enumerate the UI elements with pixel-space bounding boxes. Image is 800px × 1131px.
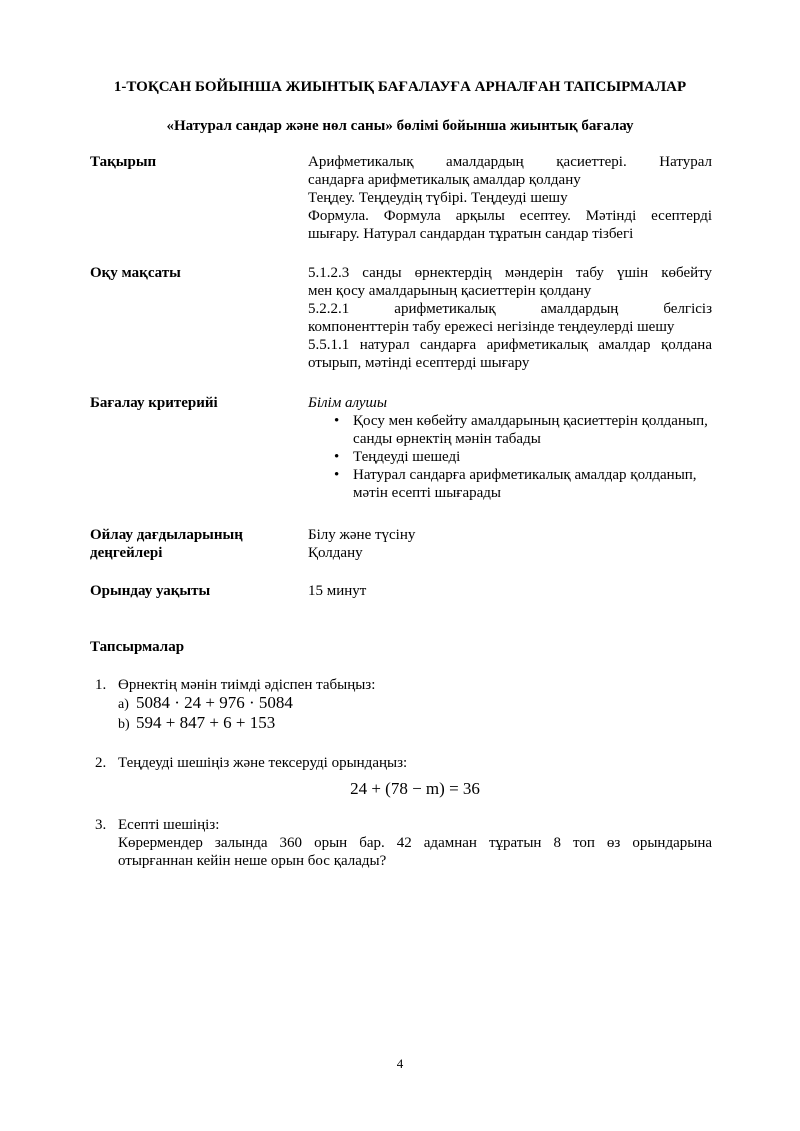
document-subtitle: «Натурал сандар және нөл саны» бөлімі бойынша жиынтық бағалау [166, 118, 634, 134]
criteria-item: • Қосу мен көбейту амалдарының қасиеттерін қолданып, санды өрнектің мәнін табады [308, 412, 712, 448]
time-value: 15 минут [308, 583, 367, 599]
criteria-list [308, 412, 712, 502]
subitem-expression: 5084 · 24 + 976 · 5084 [136, 693, 293, 712]
skill-line: Қолдану [308, 545, 363, 561]
criteria-item: • Натурал сандарға арифметикалық амалдар қолданып, мәтін есепті шығарады [308, 466, 712, 502]
task-problem-line: Көрермендер залында 360 орын бар. 42 адамнан тұратын 8 топ өз орындарына [118, 835, 712, 851]
criteria-label: Бағалау критерийі [90, 395, 218, 411]
task-text: Есепті шешіңіз: [118, 817, 220, 833]
time-label: Орындау уақыты [90, 583, 211, 599]
topic-label: Тақырып [90, 154, 157, 170]
task-subitem [118, 694, 712, 714]
topic-line: Формула. Формула арқылы есептеу. Мәтінді есептерді [308, 208, 712, 224]
topic-value [308, 153, 712, 243]
goal-line: 5.1.2.3 санды өрнектердің мәндерін табу үшін көбейту [308, 265, 712, 281]
task-body [118, 676, 712, 734]
criteria-item: • Теңдеуді шешеді [308, 448, 712, 466]
goals-value [308, 264, 712, 372]
task-number: 3. [95, 817, 107, 833]
goal-line: 5.2.2.1 арифметикалық амалдардың белгісіз [308, 301, 712, 317]
skills-label-line: деңгейлері [90, 545, 163, 561]
tasks-heading: Тапсырмалар [90, 639, 185, 655]
goal-line: отырып, мәтінді есептерді шығару [308, 355, 530, 371]
topic-line: шығару. Натурал сандардан тұратын сандар тізбегі [308, 226, 634, 242]
goals-label: Оқу мақсаты [90, 265, 181, 281]
page-number: 4 [396, 1056, 404, 1071]
skill-line: Білу және түсіну [308, 527, 416, 543]
goal-line: 5.5.1.1 натурал сандарға арифметикалық амалдар қолдана [308, 337, 712, 353]
skills-value [308, 526, 712, 562]
criteria-intro: Білім алушы [308, 395, 388, 411]
task-number: 1. [95, 677, 107, 693]
task-problem-line: отырғаннан кейін неше орын бос қалады? [118, 853, 387, 869]
subitem-expression: 594 + 847 + 6 + 153 [136, 713, 276, 732]
task-text: Өрнектің мәнін тиімді әдіспен табыңыз: [118, 677, 376, 693]
topic-line: сандарға арифметикалық амалдар қолдану [308, 172, 581, 188]
goal-line: мен қосу амалдарының қасиеттерін қолдану [308, 283, 592, 299]
task-text: Теңдеуді шешіңіз және тексеруді орындаңыз: [118, 755, 408, 771]
task-equation: 24 + (78 − m) = 36 [350, 779, 480, 798]
skills-label [90, 526, 300, 562]
criteria-value [308, 394, 712, 502]
task-body [118, 754, 712, 798]
task-body [118, 816, 712, 870]
topic-line: Арифметикалық амалдардың қасиеттері. Натурал [308, 154, 712, 170]
subitem-letter: b) [118, 717, 130, 732]
task-subitem [118, 714, 712, 734]
task-number: 2. [95, 755, 107, 771]
subitem-letter: a) [118, 697, 129, 712]
topic-line: Теңдеу. Теңдеудің түбірі. Теңдеуді шешу [308, 190, 568, 206]
skills-label-line: Ойлау дағдыларының [90, 527, 243, 543]
goal-line: компоненттерін табу ережесі негізінде теңдеулерді шешу [308, 319, 675, 335]
document-title: 1-ТОҚСАН БОЙЫНША ЖИЫНТЫҚ БАҒАЛАУҒА АРНАЛҒАН ТАПСЫРМАЛАР [113, 79, 687, 95]
